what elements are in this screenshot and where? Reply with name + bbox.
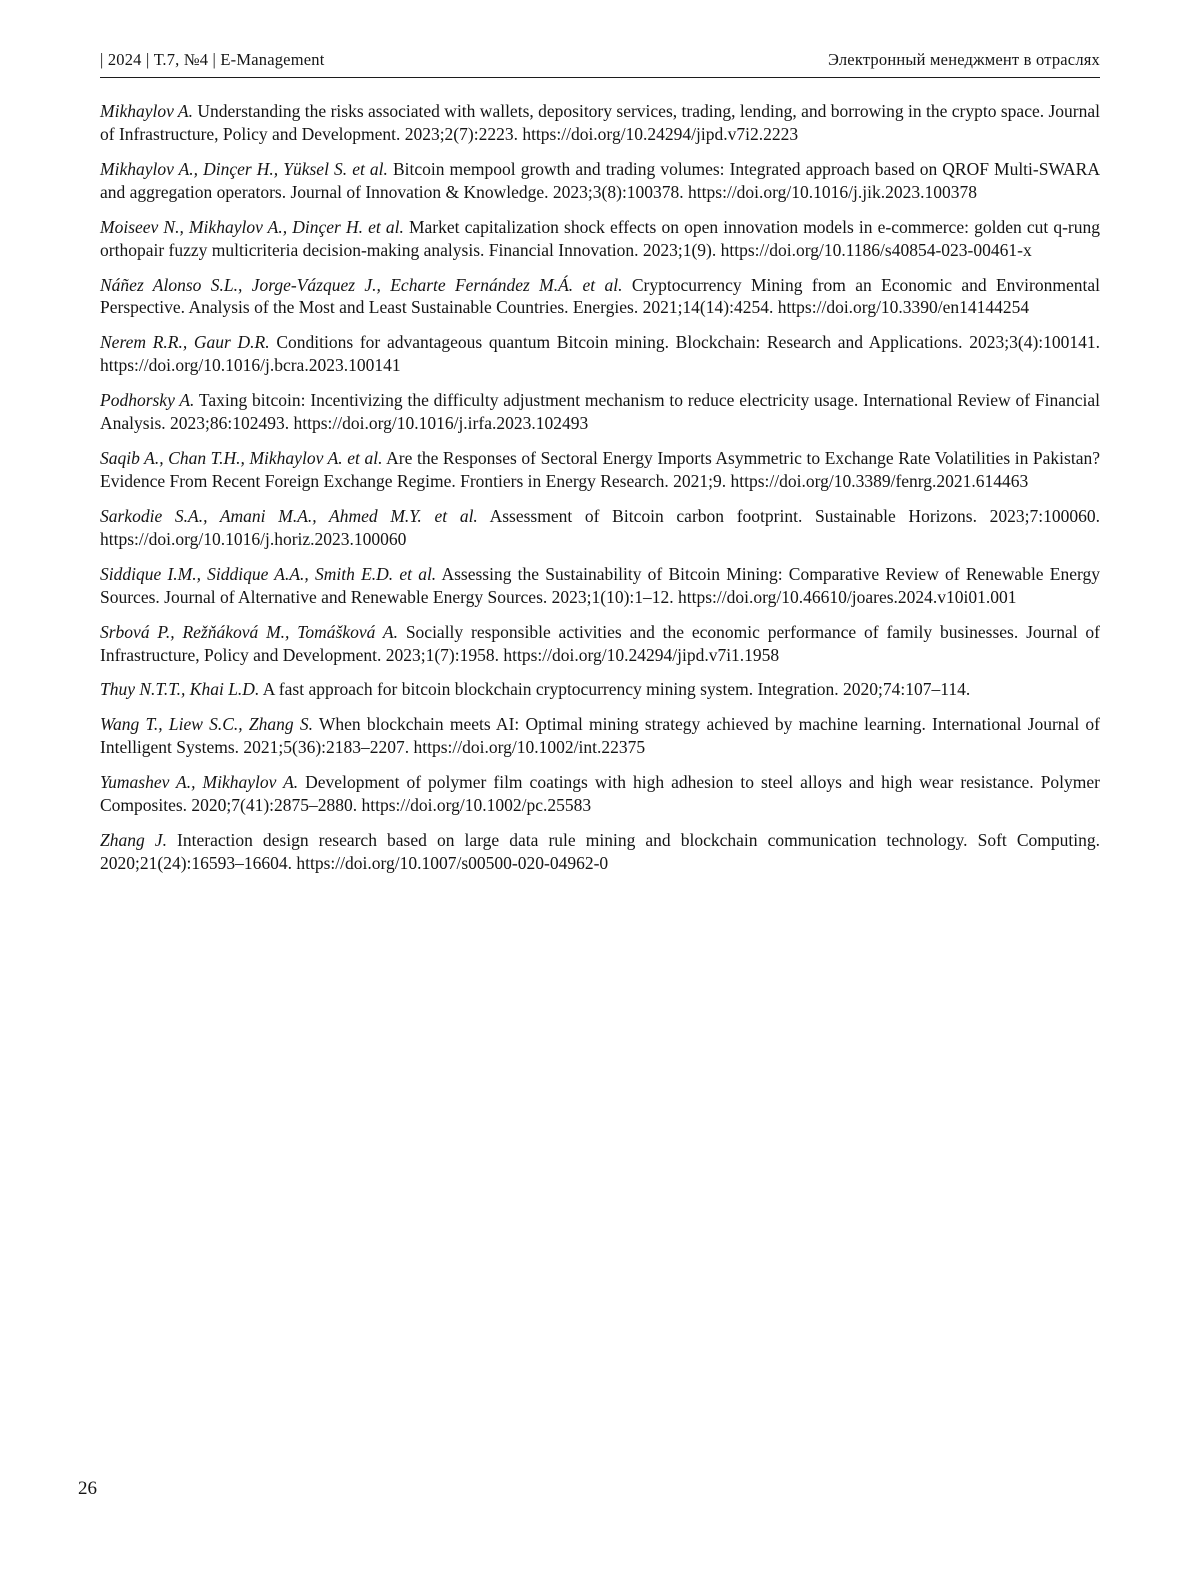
reference-text: Understanding the risks associated with wallets, depository services, trading, lending, and borrowing in the crypto space. Journal of Infrastructure, Policy and Development. 2023;2(7):2223. https://doi.org/10.24294/jipd.v7i2.2223: [100, 101, 1101, 144]
reference-item: [100, 389, 1100, 435]
reference-item: [100, 505, 1100, 551]
reference-text: A fast approach for bitcoin blockchain cryptocurrency mining system. Integration. 2020;74:107–114.: [262, 679, 971, 700]
reference-authors: Náñez Alonso S.L., Jorge-Vázquez J., Echarte Fernández M.Á. et al.: [100, 274, 623, 295]
reference-authors: Nerem R.R., Gaur D.R.: [100, 332, 270, 353]
reference-text: Assessment of Bitcoin carbon footprint. Sustainable Horizons. 2023;7:100060. https://doi.org/10.1016/j.horiz.2023.100060: [100, 505, 1101, 549]
reference-item: [100, 447, 1100, 493]
reference-item: [100, 158, 1100, 204]
reference-text: Conditions for advantageous quantum Bitcoin mining. Blockchain: Research and Applications. 2023;3(4):100141. https://doi.org/10.1016/j.bcra.2023.100141: [100, 332, 1101, 376]
reference-authors: Yumashev A., Mikhaylov A.: [100, 772, 299, 793]
page-number: 26: [78, 1478, 97, 1499]
reference-authors: Mikhaylov A., Dinçer H., Yüksel S. et al.: [100, 158, 388, 179]
reference-item: [100, 563, 1100, 609]
reference-authors: Saqib A., Chan T.H., Mikhaylov A. et al.: [100, 448, 383, 469]
reference-text: Assessing the Sustainability of Bitcoin Mining: Comparative Review of Renewable Energy Sources. Journal of Alternative and Renewable Energy Sources. 2023;1(10):1–12. https://doi.org/10.46610/joares.2024.v10i01.001: [100, 563, 1100, 607]
reference-text: Socially responsible activities and the economic performance of family businesses. Journal of Infrastructure, Policy and Development. 2023;1(7):1958. https://doi.org/10.24294/jipd.v7i1.1958: [100, 621, 1101, 665]
reference-text: Are the Responses of Sectoral Energy Imports Asymmetric to Exchange Rate Volatilities in Pakistan? Evidence From Recent Foreign Exchange Regime. Frontiers in Energy Research. 2021;9. https://doi.org/10.3389/fenrg.2021.614463: [100, 448, 1100, 491]
reference-text: Taxing bitcoin: Incentivizing the difficulty adjustment mechanism to reduce electricity usage. International Review of Financial Analysis. 2023;86:102493. https://doi.org/10.1016/j.irfa.2023.102493: [100, 390, 1101, 434]
reference-text: Market capitalization shock effects on open innovation models in e-commerce: golden cut q-rung orthopair fuzzy multicriteria decision-making analysis. Financial Innovation. 2023;1(9). https://doi.org/10.1186/s40854-023-00461-x: [100, 216, 1101, 260]
reference-text: Bitcoin mempool growth and trading volumes: Integrated approach based on QROF Multi-SWARA and aggregation operators. Journal of Innovation & Knowledge. 2023;3(8):100378. https://doi.org/10.1016/j.jik.2023.100378: [100, 158, 1100, 202]
reference-item: [100, 678, 1100, 701]
reference-authors: Srbová P., Režňáková M., Tomášková A.: [100, 621, 398, 642]
reference-authors: Podhorsky A.: [100, 390, 195, 411]
reference-item: [100, 713, 1100, 759]
header-volume-info: | 2024 | Т.7, №4 | E-Management: [100, 50, 325, 69]
reference-text: Cryptocurrency Mining from an Economic and Environmental Perspective. Analysis of the Most and Least Sustainable Countries. Energies. 2021;14(14):4254. https://doi.org/10.3390/en14144254: [100, 274, 1100, 318]
header-journal-section: Электронный менеджмент в отраслях: [827, 50, 1100, 69]
page-header: [100, 50, 1100, 78]
reference-item: [100, 274, 1100, 320]
reference-authors: Sarkodie S.A., Amani M.A., Ahmed M.Y. et al.: [100, 505, 478, 526]
reference-text: Interaction design research based on large data rule mining and blockchain communication technology. Soft Computing. 2020;21(24):16593–16604. https://doi.org/10.1007/s00500-020-04962-0: [100, 830, 1101, 873]
reference-item: [100, 771, 1100, 817]
reference-authors: Moiseev N., Mikhaylov A., Dinçer H. et al.: [100, 216, 404, 237]
reference-text: Development of polymer film coatings with high adhesion to steel alloys and high wear resistance. Polymer Composites. 2020;7(41):2875–2880. https://doi.org/10.1002/pc.25583: [100, 772, 1100, 816]
reference-authors: Wang T., Liew S.C., Zhang S.: [100, 714, 313, 735]
references-list: [100, 100, 1100, 875]
reference-authors: Thuy N.T.T., Khai L.D.: [100, 679, 260, 700]
reference-item: [100, 331, 1100, 377]
reference-item: [100, 621, 1100, 667]
reference-item: [100, 829, 1100, 875]
reference-text: When blockchain meets AI: Optimal mining strategy achieved by machine learning. International Journal of Intelligent Systems. 2021;5(36):2183–2207. https://doi.org/10.1002/int.22375: [100, 714, 1100, 758]
reference-authors: Siddique I.M., Siddique A.A., Smith E.D. et al.: [100, 563, 437, 584]
reference-authors: Zhang J.: [100, 830, 167, 851]
reference-item: [100, 100, 1100, 146]
reference-authors: Mikhaylov A.: [100, 101, 193, 121]
reference-item: [100, 216, 1100, 262]
